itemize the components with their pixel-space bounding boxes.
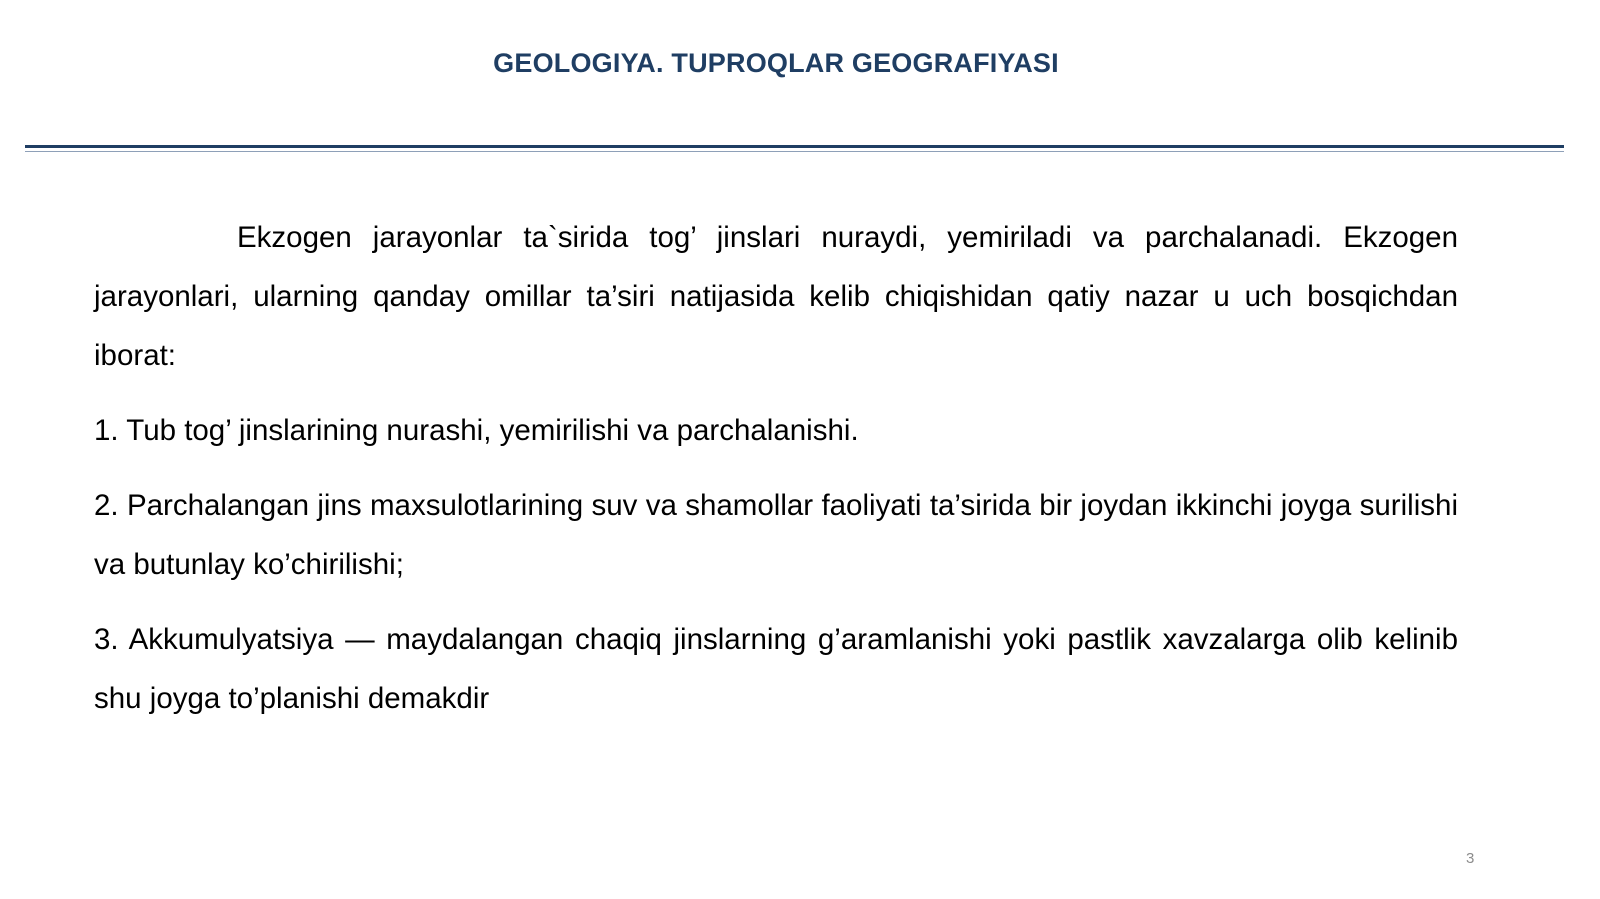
slide-title: GEOLOGIYA. TUPROQLAR GEOGRAFIYASI [493, 48, 1059, 78]
title-divider-shadow [25, 151, 1564, 152]
title-divider [25, 145, 1564, 148]
slide-body [94, 208, 1458, 728]
list-item-1: 1. Tub tog’ jinslarining nurashi, yemirilishi va parchalanishi. [94, 414, 859, 447]
page-number: 3 [1466, 850, 1475, 867]
list-item-2: 2. Parchalangan jins maxsulotlarining suv va shamollar faoliyati ta’sirida bir joydan ikkinchi joyga surilishi va butunlay ko’chirilishi; [94, 489, 1458, 581]
intro-paragraph: Ekzogen jarayonlar ta`sirida tog’ jinslari nuraydi, yemiriladi va parchalanadi. Ekzogen jarayonlari, ularning qanday omillar ta’siri natijasida kelib chiqishidan qatiy nazar u uch bosqichdan iborat: [94, 221, 1458, 372]
list-item-3: 3. Akkumulyatsiya — maydalangan chaqiq jinslarning g’aramlanishi yoki pastlik xavzalarga olib kelinib shu joyga to’planishi demakdir [94, 623, 1458, 715]
